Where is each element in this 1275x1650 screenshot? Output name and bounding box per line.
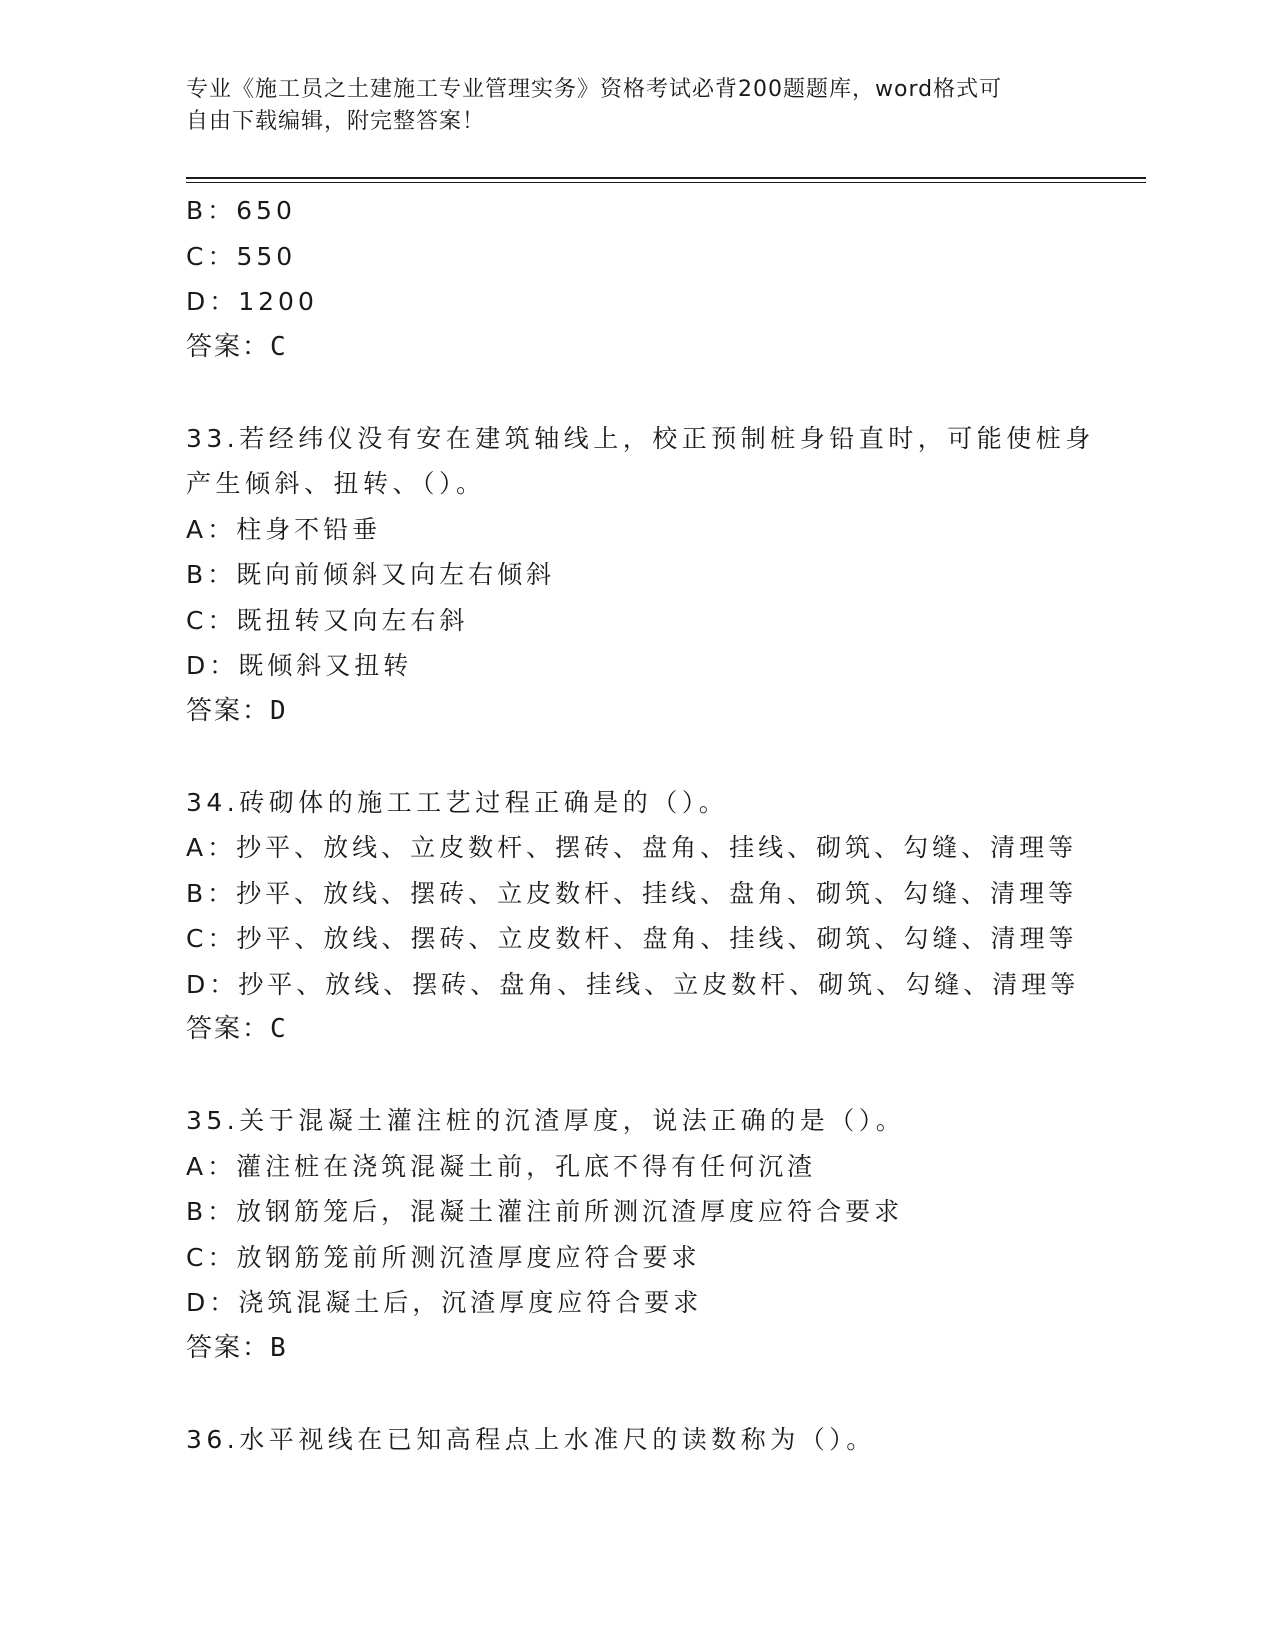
question-list (186, 188, 1146, 1462)
question-stem-continued: 产生倾斜、扭转、（）。 (186, 469, 486, 498)
option-b: B：抄平、放线、摆砖、立皮数杆、挂线、盘角、砌筑、勾缝、清理等 (186, 878, 1078, 908)
page-header (186, 74, 1066, 138)
spacer (186, 1053, 1146, 1099)
spacer (186, 734, 1146, 780)
header-line-2: 自由下载编辑，附完整答案！ (186, 109, 486, 134)
answer: 答案：C (186, 1014, 288, 1044)
option-d: D：抄平、放线、摆砖、盘角、挂线、立皮数杆、砌筑、勾缝、清理等 (186, 969, 1080, 999)
question-stem: 33.若经纬仪没有安在建筑轴线上，校正预制桩身铅直时，可能使桩身 (186, 423, 1095, 453)
option-b: B：既向前倾斜又向左右倾斜 (186, 560, 556, 589)
option-c: C：既扭转又向左右斜 (186, 605, 469, 635)
answer: 答案：D (186, 695, 288, 726)
question-35 (186, 1098, 1146, 1371)
option-b: B：650 (186, 196, 296, 225)
answer: 答案：C (186, 331, 288, 362)
option-a: A：柱身不铅垂 (186, 514, 382, 544)
option-c: C：抄平、放线、摆砖、立皮数杆、盘角、挂线、砌筑、勾缝、清理等 (186, 924, 1078, 953)
header-line-1: 专业《施工员之土建施工专业管理实务》资格考试必背200题题库，word格式可 (186, 77, 1003, 102)
option-d: D：既倾斜又扭转 (186, 651, 413, 680)
option-d: D：浇筑混凝土后，沉渣厚度应符合要求 (186, 1288, 703, 1317)
question-stem: 34.砖砌体的施工工艺过程正确是的（）。 (186, 787, 729, 817)
option-c: C：放钢筋笼前所测沉渣厚度应符合要求 (186, 1242, 701, 1272)
question-32 (186, 188, 1146, 370)
option-a: A：灌注桩在浇筑混凝土前，孔底不得有任何沉渣 (186, 1151, 817, 1181)
question-stem: 36.水平视线在已知高程点上水准尺的读数称为（）。 (186, 1424, 876, 1454)
option-d: D：1200 (186, 287, 318, 316)
spacer (186, 370, 1146, 416)
spacer (186, 1371, 1146, 1417)
question-34 (186, 780, 1146, 1053)
answer: 答案：B (186, 1332, 288, 1363)
header-divider (186, 177, 1146, 183)
question-33 (186, 416, 1146, 735)
option-c: C：550 (186, 241, 297, 271)
question-36 (186, 1417, 1146, 1463)
option-b: B：放钢筋笼后，混凝土灌注前所测沉渣厚度应符合要求 (186, 1197, 904, 1226)
question-stem: 35.关于混凝土灌注桩的沉渣厚度，说法正确的是（）。 (186, 1106, 906, 1135)
option-a: A：抄平、放线、立皮数杆、摆砖、盘角、挂线、砌筑、勾缝、清理等 (186, 833, 1078, 862)
